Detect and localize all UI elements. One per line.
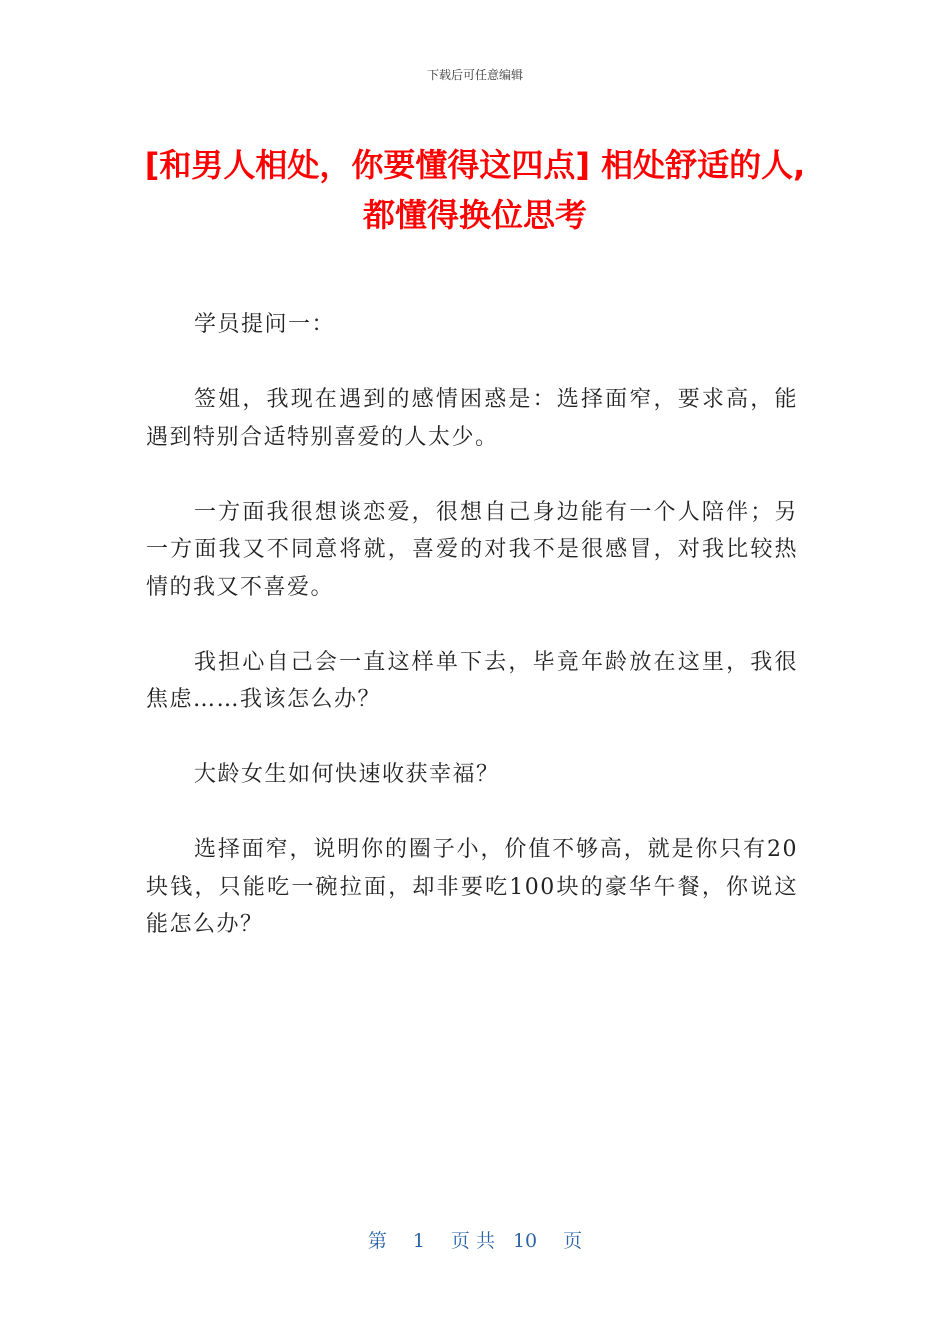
paragraph: 一方面我很想谈恋爱，很想自己身边能有一个人陪伴；另一方面我又不同意将就，喜爱的对我不是很感冒，对我比较热情的我又不喜爱。 [146, 499, 798, 600]
paragraph: 学员提问一： [194, 312, 336, 337]
paragraph: 签姐，我现在遇到的感情困惑是：选择面窄，要求高，能遇到特别合适特别喜爱的人太少。 [146, 387, 798, 450]
paragraph: 大龄女生如何快速收获幸福？ [194, 762, 500, 787]
paragraph: 我担心自己会一直这样单下去，毕竟年龄放在这里，我很焦虑……我该怎么办？ [146, 649, 798, 712]
document-title: [和男人相处，你要懂得这四点] 相处舒适的人,都懂得换位思考 [144, 146, 806, 234]
paragraph: 选择面窄，说明你的圈子小，价值不够高，就是你只有20块钱，只能吃一碗拉面，却非要吃100块的豪华午餐，你说这能怎么办？ [146, 837, 798, 937]
page-footer [0, 1226, 950, 1253]
footer-current-page: 1 [412, 1230, 425, 1252]
footer-total-pages: 10 [512, 1230, 538, 1252]
document-body [146, 306, 798, 981]
footer-suffix: 页 [563, 1230, 583, 1252]
header-note: 下载后可任意编辑 [426, 68, 523, 82]
footer-middle: 页 共 [450, 1230, 495, 1252]
footer-prefix: 第 [367, 1230, 387, 1252]
